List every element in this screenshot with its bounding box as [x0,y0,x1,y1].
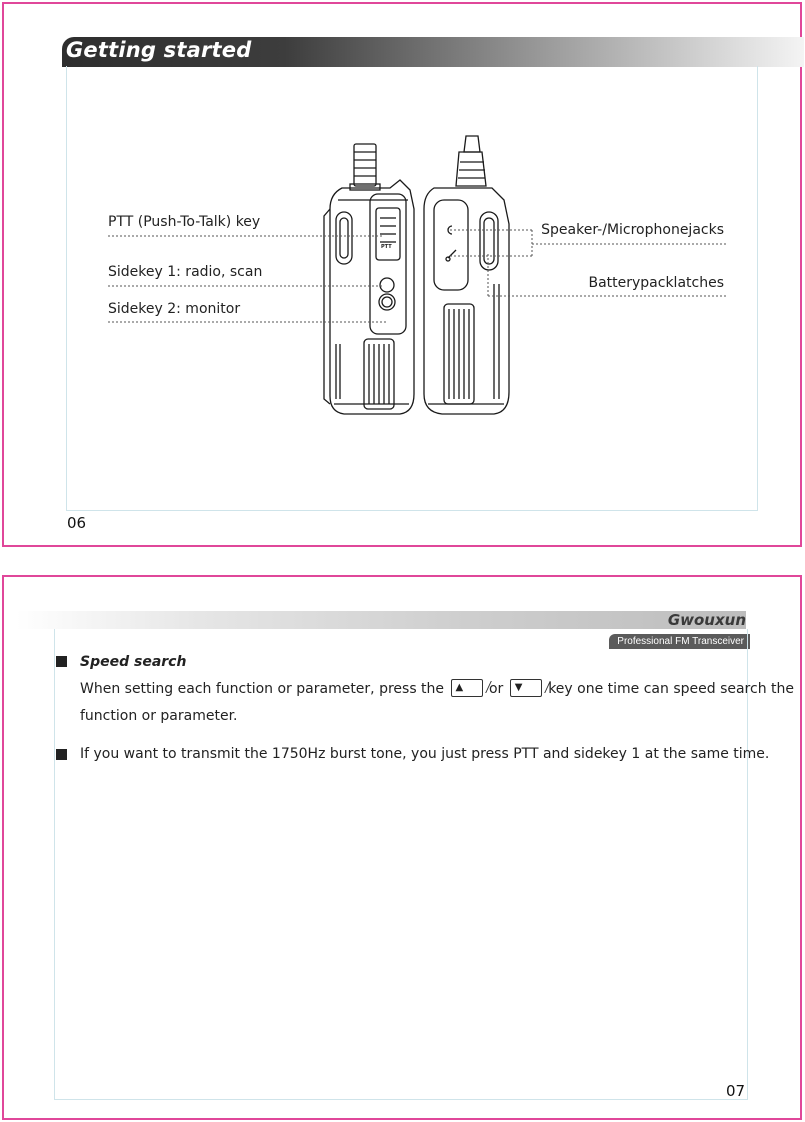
up-key-icon [451,679,483,697]
or-text: or [488,681,504,697]
label-battery-pack-latches: Batterypacklatches [588,275,724,291]
manual-page-06 [2,2,802,547]
page-number: 06 [67,514,87,532]
speed-search-heading: Speed search [80,654,187,670]
bullet-square [56,749,67,760]
speed-search-section [80,649,794,730]
speed-search-line-1 [80,676,794,703]
speed-search-text-part-2: key one time can speed search the [548,681,795,697]
page-title: Getting started [66,38,252,62]
radio-front-view [324,144,414,414]
manual-page-07 [2,575,802,1120]
up-arrow-glyph: ▲ [455,682,464,693]
brand-logo: Gwouxun [667,611,746,629]
brand-tagline: Professional FM Transceiver [609,634,750,649]
burst-tone-text: If you want to transmit the 1750Hz burst tone, you just press PTT and sidekey 1 at the same time. [80,746,770,762]
label-ptt-key: PTT (Push-To-Talk) key [108,214,261,230]
label-sidekey-1: Sidekey 1: radio, scan [108,264,263,280]
label-speaker-mic-jacks: Speaker-/Microphonejacks [541,222,724,238]
bullet-square [56,656,67,667]
page-number: 07 [726,1082,746,1100]
radio-side-view [424,136,509,414]
speed-search-text-part-1: When setting each function or parameter, press the [80,681,445,697]
down-arrow-glyph: ▼ [514,682,523,693]
speed-search-line-2: function or parameter. [80,708,238,724]
ptt-key-marking: PTT [381,244,392,250]
down-key-icon [510,679,542,697]
label-sidekey-2: Sidekey 2: monitor [108,301,241,317]
